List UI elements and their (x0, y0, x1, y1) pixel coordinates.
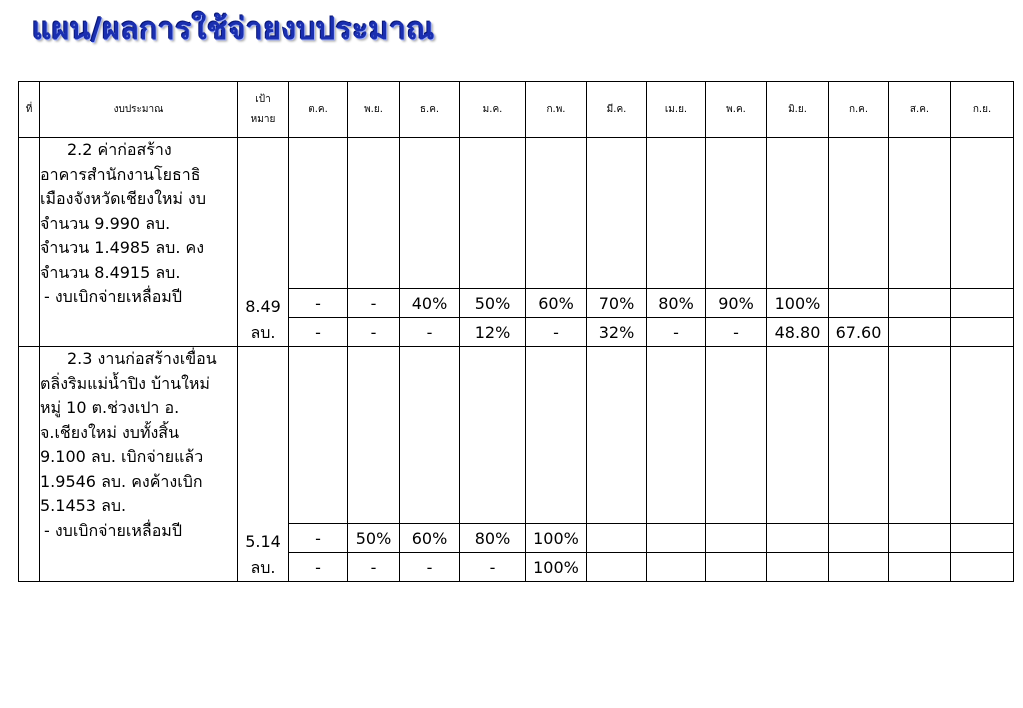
spacer-cell (348, 138, 400, 289)
header-target-line2: หมาย (250, 113, 276, 125)
target-unit: ลบ. (250, 558, 276, 577)
header-month: ม.ค. (460, 82, 526, 138)
spacer-cell (647, 347, 706, 524)
header-month: ก.พ. (526, 82, 587, 138)
result-cell: 32% (587, 318, 647, 347)
result-cell (647, 553, 706, 582)
result-cell (951, 318, 1014, 347)
spacer-cell (951, 138, 1014, 289)
spacer-cell (706, 138, 767, 289)
header-budget: งบประมาณ (40, 82, 238, 138)
header-month: พ.ย. (348, 82, 400, 138)
project-line: 1.9546 ลบ. คงค้างเบิก (40, 471, 203, 491)
spacer-cell (526, 138, 587, 289)
target-unit: ลบ. (250, 323, 276, 342)
spacer-cell (951, 347, 1014, 524)
header-target-line1: เป้า (255, 93, 271, 105)
project-line: 2.3 งานก่อสร้างเขื่อน (67, 349, 217, 368)
result-cell (889, 553, 951, 582)
header-month: ต.ค. (289, 82, 348, 138)
project-line: จำนวน 8.4915 ลบ. (40, 262, 181, 282)
plan-cell: 60% (400, 524, 460, 553)
plan-cell: 90% (706, 289, 767, 318)
project-line: จ.เชียงใหม่ งบทั้งสิ้น (40, 422, 179, 442)
header-month: ธ.ค. (400, 82, 460, 138)
plan-cell: - (289, 524, 348, 553)
plan-cell (829, 524, 889, 553)
plan-cell (647, 524, 706, 553)
plan-cell (767, 524, 829, 553)
header-month: ก.ค. (829, 82, 889, 138)
spacer-cell (587, 347, 647, 524)
plan-cell (951, 524, 1014, 553)
spacer-cell (289, 347, 348, 524)
project-line: จำนวน 9.990 ลบ. (40, 213, 171, 233)
plan-cell (587, 524, 647, 553)
spacer-cell (348, 347, 400, 524)
header-month: มี.ค. (587, 82, 647, 138)
project-line: เมืองจังหวัดเชียงใหม่ งบ (40, 189, 207, 208)
plan-cell: 40% (400, 289, 460, 318)
result-cell: - (647, 318, 706, 347)
result-cell: 100% (526, 553, 587, 582)
plan-cell (951, 289, 1014, 318)
result-cell: - (348, 553, 400, 582)
project-line: - งบเบิกจ่ายเหลื่อมปี (44, 287, 183, 306)
plan-cell: 100% (767, 289, 829, 318)
spacer-cell (460, 138, 526, 289)
project-row (19, 347, 1014, 524)
spacer-cell (400, 347, 460, 524)
project-line: จำนวน 1.4985 ลบ. คง (40, 238, 205, 257)
project-description (40, 138, 238, 347)
plan-cell (889, 289, 951, 318)
header-no: ที่ (19, 82, 40, 138)
target-value: 8.49 (245, 297, 281, 316)
target-cell (238, 347, 289, 582)
spacer-cell (587, 138, 647, 289)
result-cell (587, 553, 647, 582)
project-line: 2.2 ค่าก่อสร้าง (67, 140, 172, 159)
project-line: หมู่ 10 ต.ช่วงเปา อ. (40, 398, 180, 417)
spacer-cell (460, 347, 526, 524)
project-line: ตลิ่งริมแม่น้ำปิง บ้านใหม่ (40, 373, 210, 393)
result-cell: - (460, 553, 526, 582)
project-no-cell (19, 347, 40, 582)
result-cell: - (400, 553, 460, 582)
target-cell (238, 138, 289, 347)
plan-cell: 70% (587, 289, 647, 318)
header-month: เม.ย. (647, 82, 706, 138)
spacer-cell (767, 138, 829, 289)
plan-cell: 80% (460, 524, 526, 553)
header-month: ส.ค. (889, 82, 951, 138)
spacer-cell (829, 138, 889, 289)
plan-cell (706, 524, 767, 553)
plan-cell: 60% (526, 289, 587, 318)
spacer-cell (400, 138, 460, 289)
project-no-cell (19, 138, 40, 347)
result-cell: - (706, 318, 767, 347)
result-cell: 67.60 (829, 318, 889, 347)
result-cell (889, 318, 951, 347)
plan-cell (829, 289, 889, 318)
result-cell: - (348, 318, 400, 347)
result-cell: - (289, 318, 348, 347)
plan-cell: - (289, 289, 348, 318)
plan-cell: 100% (526, 524, 587, 553)
result-cell (829, 553, 889, 582)
spacer-cell (526, 347, 587, 524)
target-value: 5.14 (245, 532, 281, 551)
plan-cell: 50% (460, 289, 526, 318)
plan-cell: 80% (647, 289, 706, 318)
spacer-cell (889, 347, 951, 524)
result-cell (951, 553, 1014, 582)
result-cell: - (289, 553, 348, 582)
spacer-cell (767, 347, 829, 524)
result-cell (706, 553, 767, 582)
header-month: มิ.ย. (767, 82, 829, 138)
result-cell (767, 553, 829, 582)
project-row (19, 138, 1014, 289)
header-month: ก.ย. (951, 82, 1014, 138)
header-row (19, 82, 1014, 138)
result-cell: 48.80 (767, 318, 829, 347)
project-line: อาคารสำนักงานโยธาธิ (40, 164, 201, 184)
project-line: 9.100 ลบ. เบิกจ่ายแล้ว (40, 447, 204, 466)
project-line: - งบเบิกจ่ายเหลื่อมปี (44, 520, 183, 540)
project-description (40, 347, 238, 582)
spacer-cell (289, 138, 348, 289)
budget-table (18, 81, 1014, 582)
plan-cell: - (348, 289, 400, 318)
result-cell: - (400, 318, 460, 347)
result-cell: 12% (460, 318, 526, 347)
plan-cell: 50% (348, 524, 400, 553)
page-title: แผน/ผลการใช้จ่ายงบประมาณ (32, 12, 435, 47)
project-line: 5.1453 ลบ. (40, 496, 127, 515)
spacer-cell (829, 347, 889, 524)
spacer-cell (706, 347, 767, 524)
result-cell: - (526, 318, 587, 347)
header-target (238, 82, 289, 138)
plan-cell (889, 524, 951, 553)
spacer-cell (889, 138, 951, 289)
header-month: พ.ค. (706, 82, 767, 138)
spacer-cell (647, 138, 706, 289)
